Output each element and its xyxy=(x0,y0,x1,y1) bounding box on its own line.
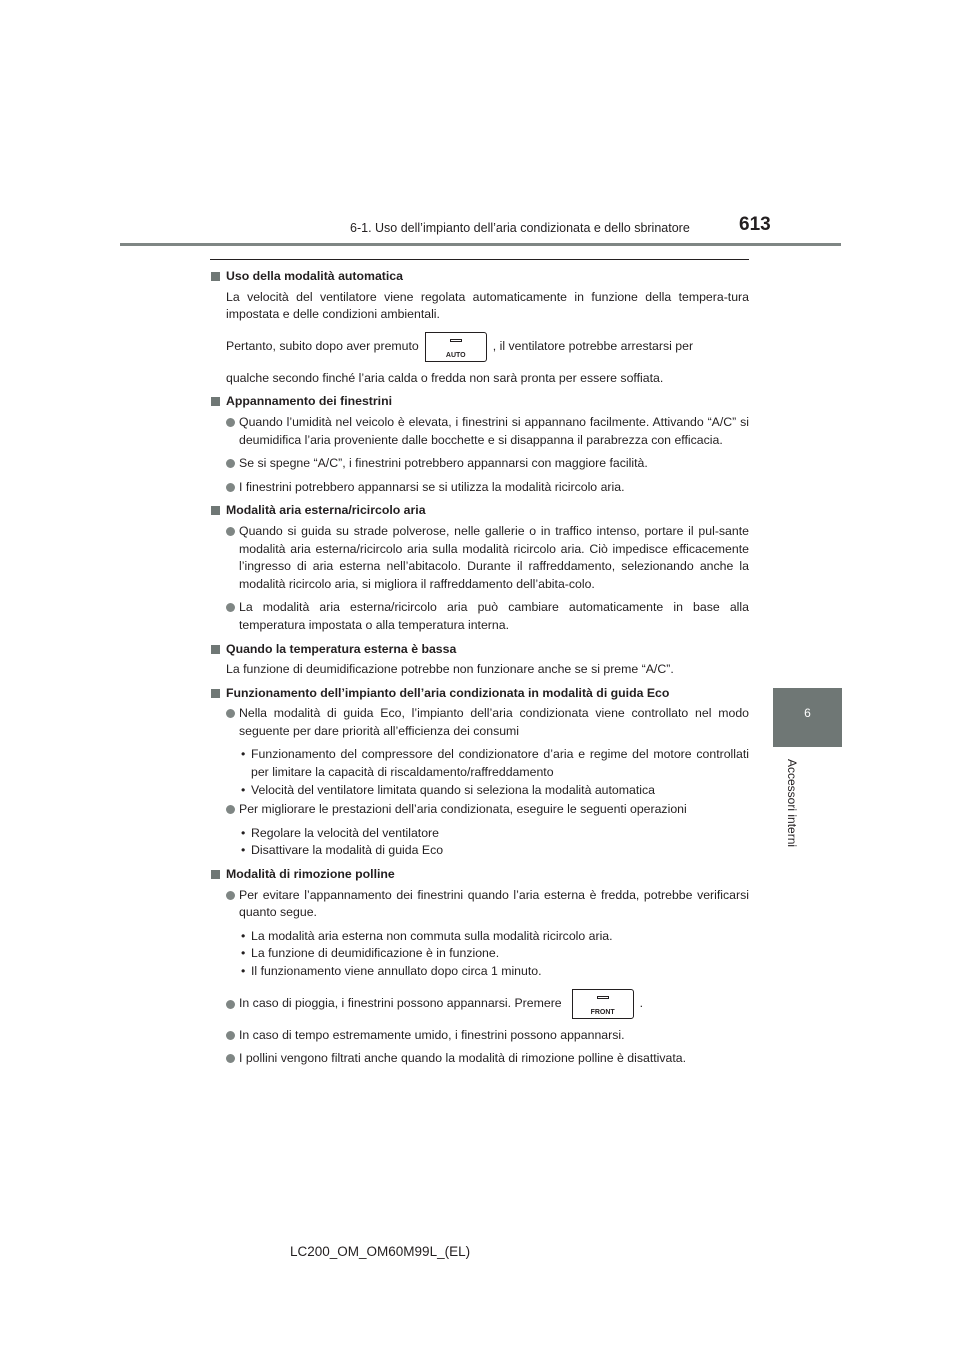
paragraph-with-button xyxy=(210,332,749,362)
sub-list xyxy=(210,928,749,981)
sub-list-item: • Velocità del ventilatore limitata quando si seleziona la modalità automatica xyxy=(210,782,749,800)
sub-list xyxy=(210,746,749,799)
paragraph: qualche secondo finché l’aria calda o fredda non sarà pronta per essere soffiata. xyxy=(226,370,664,385)
list-item: Quando si guida su strade polverose, nelle gallerie o in traffico intenso, portare il pul-sante modalità aria esterna/ricircolo aria sulla modalità ricircolo aria. Ciò impedisce efficacemente l’ingresso di aria esterna nell’abitacolo. Durante il raffreddamento, selezionando anche la modalità ricircolo aria, si migliora il raffreddamento dell’abita-colo. xyxy=(210,523,749,593)
round-bullet-icon xyxy=(226,709,235,718)
round-bullet-icon xyxy=(226,483,235,492)
chapter-number: 6 xyxy=(804,706,811,720)
document-code: LC200_OM_OM60M99L_(EL) xyxy=(290,1244,471,1259)
round-bullet-icon xyxy=(226,1000,235,1009)
sub-bullet-icon: • xyxy=(241,747,246,762)
section-heading: Funzionamento dell’impianto dell’aria condizionata in modalità di guida Eco xyxy=(210,685,749,703)
section-heading: Uso della modalità automatica xyxy=(210,268,749,286)
sub-list-item: • La modalità aria esterna non commuta sulla modalità ricircolo aria. xyxy=(210,928,749,946)
header-rule xyxy=(120,243,841,246)
sub-list-item: • Disattivare la modalità di guida Eco xyxy=(210,842,749,860)
round-bullet-icon xyxy=(226,527,235,536)
sub-bullet-icon: • xyxy=(241,928,246,943)
content-top-rule xyxy=(210,259,749,260)
sub-list-item: • Il funzionamento viene annullato dopo circa 1 minuto. xyxy=(210,963,749,981)
square-bullet-icon xyxy=(211,689,220,698)
section-title: 6-1. Uso dell’impianto dell’aria condizionata e dello sbrinatore xyxy=(350,221,690,235)
sub-list xyxy=(210,825,749,860)
sub-bullet-icon: • xyxy=(241,843,246,858)
round-bullet-icon xyxy=(226,1031,235,1040)
sub-bullet-icon: • xyxy=(241,964,246,978)
list-item: Nella modalità di guida Eco, l’impianto dell’aria condizionata viene controllato nel modo seguente per dare priorità all’efficienza dei consumi xyxy=(210,705,749,740)
round-bullet-icon xyxy=(226,418,235,427)
sub-list-item: • Regolare la velocità del ventilatore xyxy=(210,825,749,843)
sub-bullet-icon: • xyxy=(241,825,246,840)
square-bullet-icon xyxy=(211,397,220,406)
paragraph-text: , il ventilatore potrebbe arrestarsi per xyxy=(492,338,694,353)
list-item: Quando l’umidità nel veicolo è elevata, i finestrini si appannano facilmente. Attivando “A/C” si deumidifica l’aria proveniente dalle bocchette e si disappanna il parabrezza con efficacia. xyxy=(210,414,749,449)
list-item: Se si spegne “A/C”, i finestrini potrebbero appannarsi con maggiore facilità. xyxy=(210,455,749,473)
round-bullet-icon xyxy=(226,459,235,468)
section-heading: Modalità aria esterna/ricircolo aria xyxy=(210,502,749,520)
square-bullet-icon xyxy=(211,645,220,654)
page-number: 613 xyxy=(739,214,771,235)
front-defroster-button-icon xyxy=(572,989,634,1019)
square-bullet-icon xyxy=(211,870,220,879)
section-heading: Quando la temperatura esterna è bassa xyxy=(210,641,749,659)
paragraph-text: Pertanto, subito dopo aver premuto xyxy=(226,338,419,353)
sub-list-item: • La funzione di deumidificazione è in funzione. xyxy=(210,945,749,963)
round-bullet-icon xyxy=(226,805,235,814)
list-item: La modalità aria esterna/ricircolo aria può cambiare automaticamente in base alla temperatura impostata o alla temperatura interna. xyxy=(210,599,749,634)
chapter-tab xyxy=(773,688,842,747)
list-item: Per migliorare le prestazioni dell’aria condizionata, eseguire le seguenti operazioni xyxy=(210,801,749,819)
paragraph-text: . xyxy=(639,995,644,1010)
paragraph-text: In caso di pioggia, i finestrini possono appannarsi. Premere xyxy=(239,995,562,1010)
list-item: I pollini vengono filtrati anche quando la modalità di rimozione polline è disattivata. xyxy=(210,1050,749,1068)
round-bullet-icon xyxy=(226,891,235,900)
list-item: In caso di tempo estremamente umido, i finestrini possono appannarsi. xyxy=(210,1027,749,1045)
auto-button-label: AUTO xyxy=(445,351,466,359)
indicator-led-icon xyxy=(597,996,609,999)
front-button-label: FRONT xyxy=(590,1008,615,1016)
sub-list-item: • Funzionamento del compressore del condizionatore d’aria e regime del motore controllati per limitare la capacità di riscaldamento/raffreddamento xyxy=(241,747,749,780)
list-item: Per evitare l’appannamento dei finestrini quando l’aria esterna è fredda, potrebbe verificarsi quanto segue. xyxy=(210,887,749,922)
section-heading: Modalità di rimozione polline xyxy=(210,866,749,884)
section-heading: Appannamento dei finestrini xyxy=(210,393,749,411)
list-item: I finestrini potrebbero appannarsi se si utilizza la modalità ricircolo aria. xyxy=(210,479,749,497)
round-bullet-icon xyxy=(226,1054,235,1063)
paragraph: La funzione di deumidificazione potrebbe non funzionare anche se si preme “A/C”. xyxy=(226,662,674,677)
chapter-label: Accessori interni xyxy=(785,759,799,848)
round-bullet-icon xyxy=(226,603,235,612)
indicator-led-icon xyxy=(450,339,462,342)
sub-bullet-icon: • xyxy=(241,782,246,797)
list-item xyxy=(210,989,749,1019)
square-bullet-icon xyxy=(211,272,220,281)
square-bullet-icon xyxy=(211,506,220,515)
paragraph: La velocità del ventilatore viene regolata automaticamente in funzione della tempera-tura impostata e delle condizioni ambientali. xyxy=(226,289,749,322)
sub-bullet-icon: • xyxy=(241,946,246,961)
auto-button-icon xyxy=(425,332,487,362)
content-body xyxy=(210,268,749,1068)
